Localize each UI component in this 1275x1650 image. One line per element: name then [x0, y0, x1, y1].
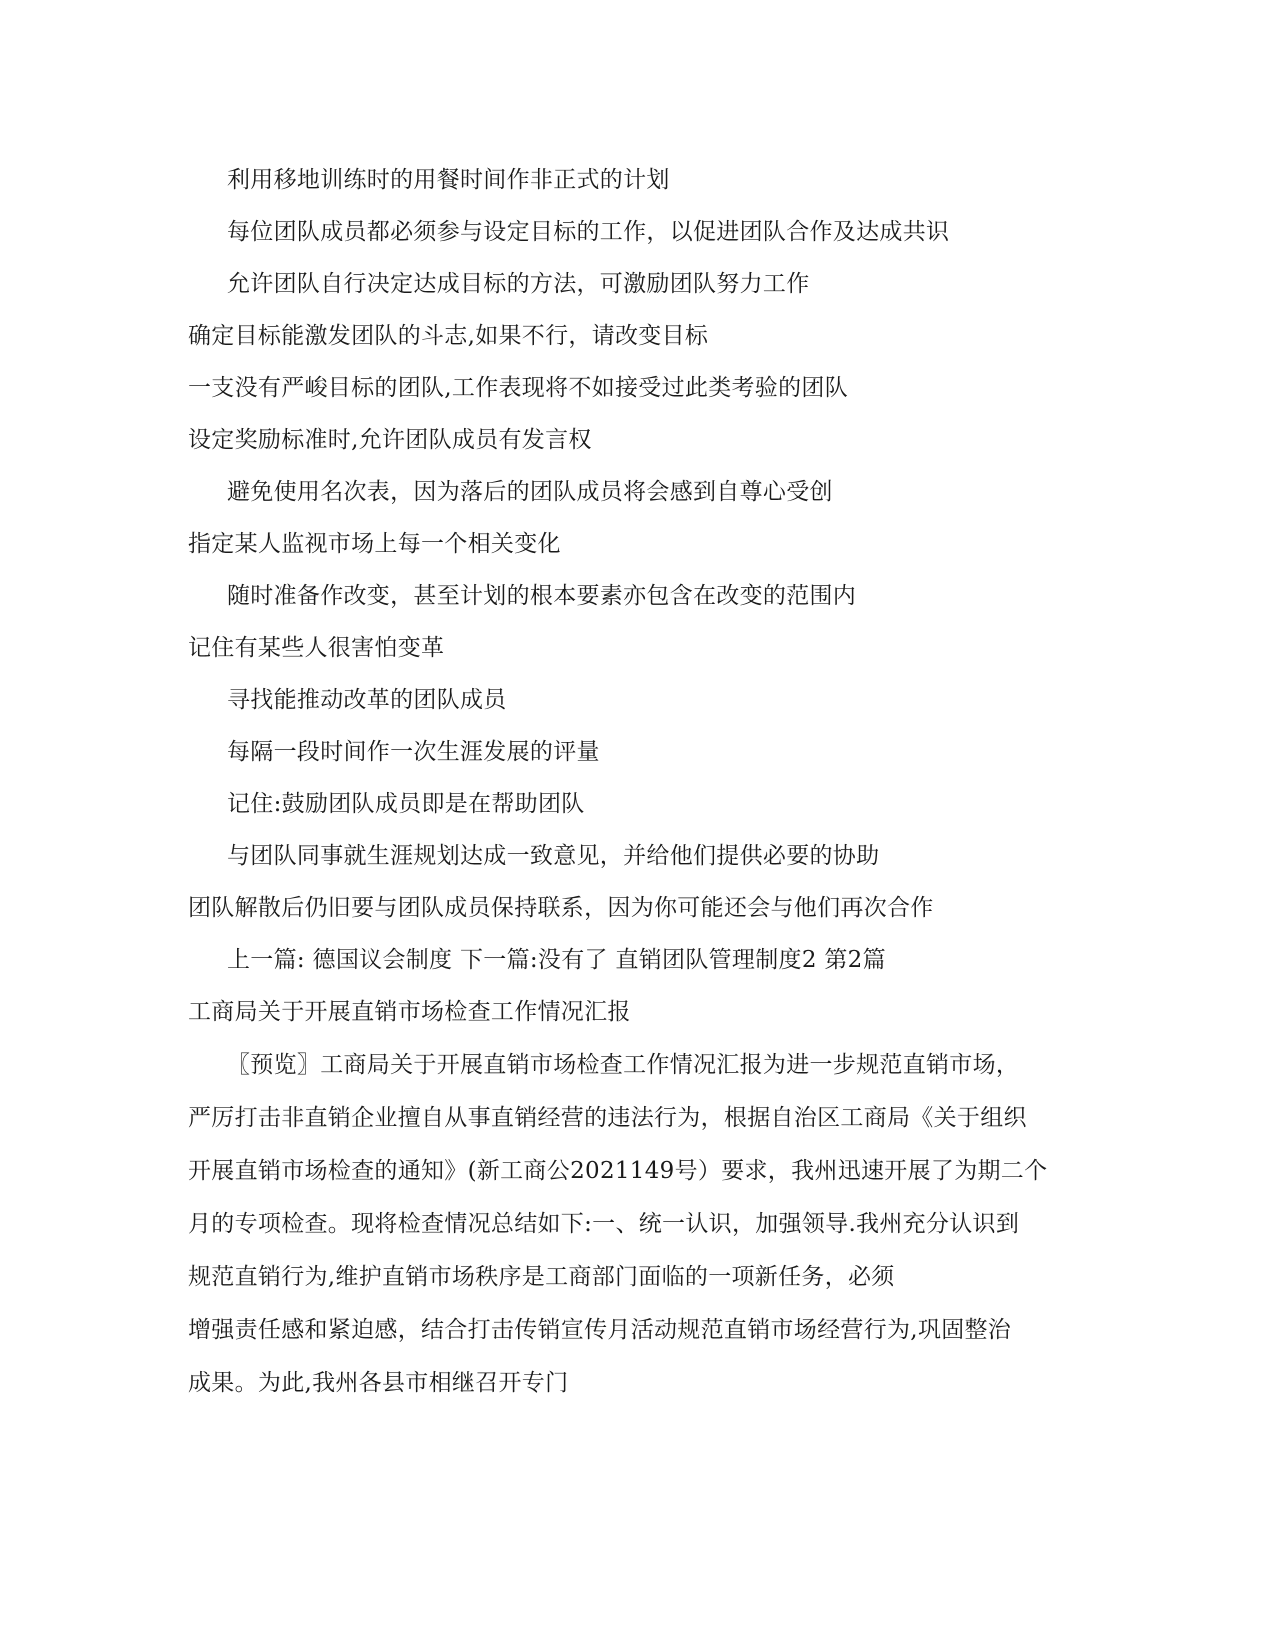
text-line: 寻找能推动改革的团队成员: [227, 687, 507, 713]
text-line: 避免使用名次表，因为落后的团队成员将会感到自尊心受创: [227, 479, 833, 505]
text-line: 规范直销行为,维护直销市场秩序是工商部门面临的一项新任务，必须: [188, 1264, 895, 1290]
text-line: 随时准备作改变，甚至计划的根本要素亦包含在改变的范围内: [227, 583, 857, 609]
section-heading: 工商局关于开展直销市场检查工作情况汇报: [188, 999, 631, 1025]
text-line: 严厉打击非直销企业擅自从事直销经营的违法行为，根据自治区工商局《关于组织: [188, 1105, 1027, 1131]
text-line: 确定目标能激发团队的斗志,如果不行，请改变目标: [188, 323, 709, 349]
text-line: 成果。为此,我州各县市相继召开专门: [188, 1370, 569, 1396]
text-line: 开展直销市场检查的通知》(新工商公2021149号）要求，我州迅速开展了为期二个: [188, 1158, 1048, 1184]
text-line: 利用移地训练时的用餐时间作非正式的计划: [227, 167, 670, 193]
text-line: 与团队同事就生涯规划达成一致意见，并给他们提供必要的协助: [227, 843, 880, 869]
text-line: 允许团队自行决定达成目标的方法，可激励团队努力工作: [227, 271, 810, 297]
text-line: 上一篇: 德国议会制度 下一篇:没有了 直销团队管理制度2 第2篇: [227, 947, 886, 973]
text-line: 每隔一段时间作一次生涯发展的评量: [227, 739, 600, 765]
text-line: 记住有某些人很害怕变革: [188, 635, 445, 661]
text-line: 〖预览〗工商局关于开展直销市场检查工作情况汇报为进一步规范直销市场，: [227, 1052, 1020, 1078]
text-line: 每位团队成员都必须参与设定目标的工作，以促进团队合作及达成共识: [227, 219, 950, 245]
text-line: 团队解散后仍旧要与团队成员保持联系，因为你可能还会与他们再次合作: [188, 895, 934, 921]
text-line: 记住:鼓励团队成员即是在帮助团队: [227, 791, 585, 817]
text-line: 增强责任感和紧迫感，结合打击传销宣传月活动规范直销市场经营行为,巩固整治: [188, 1317, 1012, 1343]
text-line: 月的专项检查。现将检查情况总结如下:一、统一认识，加强领导.我州充分认识到: [188, 1211, 1020, 1237]
text-line: 一支没有严峻目标的团队,工作表现将不如接受过此类考验的团队: [188, 375, 849, 401]
text-line: 指定某人监视市场上每一个相关变化: [188, 531, 561, 557]
text-line: 设定奖励标准时,允许团队成员有发言权: [188, 427, 592, 453]
